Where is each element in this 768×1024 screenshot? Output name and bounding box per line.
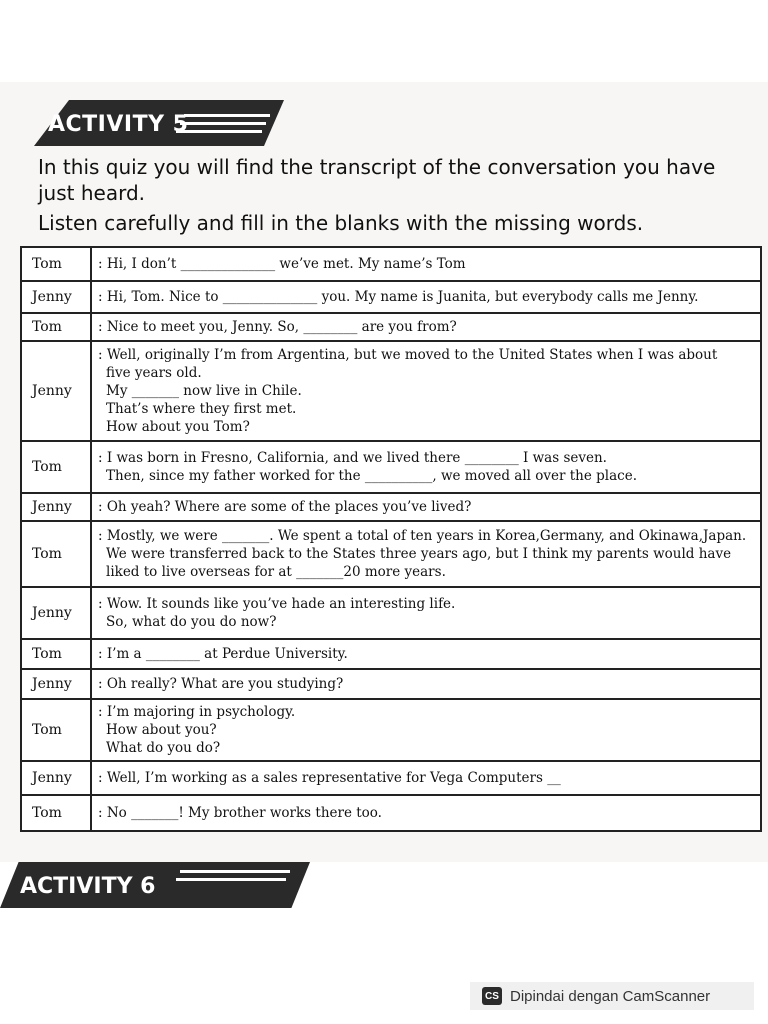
table-row — [21, 639, 761, 669]
dialogue-line: five years old. — [106, 365, 202, 381]
dialogue-line: My _______ now live in Chile. — [106, 383, 302, 399]
dialogue-line: : Oh really? What are you studying? — [98, 676, 344, 692]
scan-margin-top — [0, 0, 768, 82]
speaker-cell: Jenny — [21, 761, 91, 795]
speaker-cell: Tom — [21, 441, 91, 493]
transcript-table — [20, 246, 762, 832]
banner-stripe — [180, 870, 290, 873]
table-row — [21, 441, 761, 493]
speaker-cell: Tom — [21, 699, 91, 761]
activity-banner — [34, 100, 294, 150]
speaker-cell: Jenny — [21, 281, 91, 313]
speaker-cell: Jenny — [21, 669, 91, 699]
table-row — [21, 761, 761, 795]
next-activity-banner — [0, 862, 320, 899]
dialogue-cell — [91, 281, 761, 313]
dialogue-line: : Mostly, we were _______. We spent a total of ten years in Korea,Germany, and Okinawa,Japan. — [98, 528, 747, 544]
dialogue-cell — [91, 761, 761, 795]
dialogue-line: : I was born in Fresno, California, and we lived there ________ I was seven. — [98, 450, 607, 466]
table-row — [21, 313, 761, 341]
instruction-text: In this quiz you will find the transcript of the conversation you have just heard. — [38, 155, 716, 205]
dialogue-cell — [91, 669, 761, 699]
dialogue-line: liked to live overseas for at _______20 more years. — [106, 564, 446, 580]
dialogue-line: : No _______! My brother works there too. — [98, 805, 382, 821]
banner-stripe — [176, 878, 286, 881]
dialogue-line: : Well, originally I’m from Argentina, but we moved to the United States when I was about — [98, 347, 718, 363]
dialogue-line: : Nice to meet you, Jenny. So, ________ are you from? — [98, 319, 457, 335]
camscanner-logo-icon: CS — [482, 987, 502, 1005]
dialogue-line: How about you? — [106, 722, 217, 738]
banner-stripe — [176, 130, 262, 133]
dialogue-line: : Well, I’m working as a sales representative for Vega Computers __ — [98, 770, 561, 786]
dialogue-cell — [91, 441, 761, 493]
dialogue-line: Then, since my father worked for the __________, we moved all over the place. — [106, 468, 637, 484]
camscanner-badge — [470, 982, 754, 1010]
instruction-text: Listen carefully and fill in the blanks with the missing words. — [38, 211, 644, 235]
table-row — [21, 341, 761, 441]
next-activity-title: ACTIVITY 6 — [20, 874, 156, 899]
dialogue-cell — [91, 493, 761, 521]
dialogue-cell — [91, 341, 761, 441]
banner-stripe — [180, 122, 266, 125]
dialogue-cell — [91, 587, 761, 639]
dialogue-line: So, what do you do now? — [106, 614, 277, 630]
dialogue-cell — [91, 521, 761, 587]
dialogue-line: We were transferred back to the States three years ago, but I think my parents would have — [106, 546, 732, 562]
dialogue-line: : I’m majoring in psychology. — [98, 704, 296, 720]
dialogue-cell — [91, 313, 761, 341]
table-row — [21, 587, 761, 639]
speaker-cell: Tom — [21, 247, 91, 281]
dialogue-cell — [91, 247, 761, 281]
dialogue-cell — [91, 699, 761, 761]
speaker-cell: Jenny — [21, 341, 91, 441]
speaker-cell: Jenny — [21, 587, 91, 639]
table-row — [21, 669, 761, 699]
dialogue-line: How about you Tom? — [106, 419, 250, 435]
speaker-cell: Tom — [21, 521, 91, 587]
speaker-cell: Jenny — [21, 493, 91, 521]
table-row — [21, 699, 761, 761]
table-row — [21, 281, 761, 313]
table-row — [21, 247, 761, 281]
camscanner-text: Dipindai dengan CamScanner — [510, 987, 711, 1005]
dialogue-cell — [91, 639, 761, 669]
dialogue-line: : Oh yeah? Where are some of the places you’ve lived? — [98, 499, 472, 515]
table-row — [21, 521, 761, 587]
dialogue-line: What do you do? — [106, 740, 221, 756]
dialogue-cell — [91, 795, 761, 831]
banner-stripe — [184, 114, 270, 117]
activity-title: ACTIVITY 5 — [48, 112, 189, 137]
table-row — [21, 795, 761, 831]
speaker-cell: Tom — [21, 639, 91, 669]
speaker-cell: Tom — [21, 795, 91, 831]
speaker-cell: Tom — [21, 313, 91, 341]
dialogue-line: That’s where they first met. — [106, 401, 297, 417]
dialogue-line: : Wow. It sounds like you’ve hade an interesting life. — [98, 596, 456, 612]
table-row — [21, 493, 761, 521]
dialogue-line: : Hi, I don’t ______________ we’ve met. My name’s Tom — [98, 256, 466, 272]
dialogue-line: : I’m a ________ at Perdue University. — [98, 646, 348, 662]
dialogue-line: : Hi, Tom. Nice to ______________ you. My name is Juanita, but everybody calls me Jenny. — [98, 289, 699, 305]
